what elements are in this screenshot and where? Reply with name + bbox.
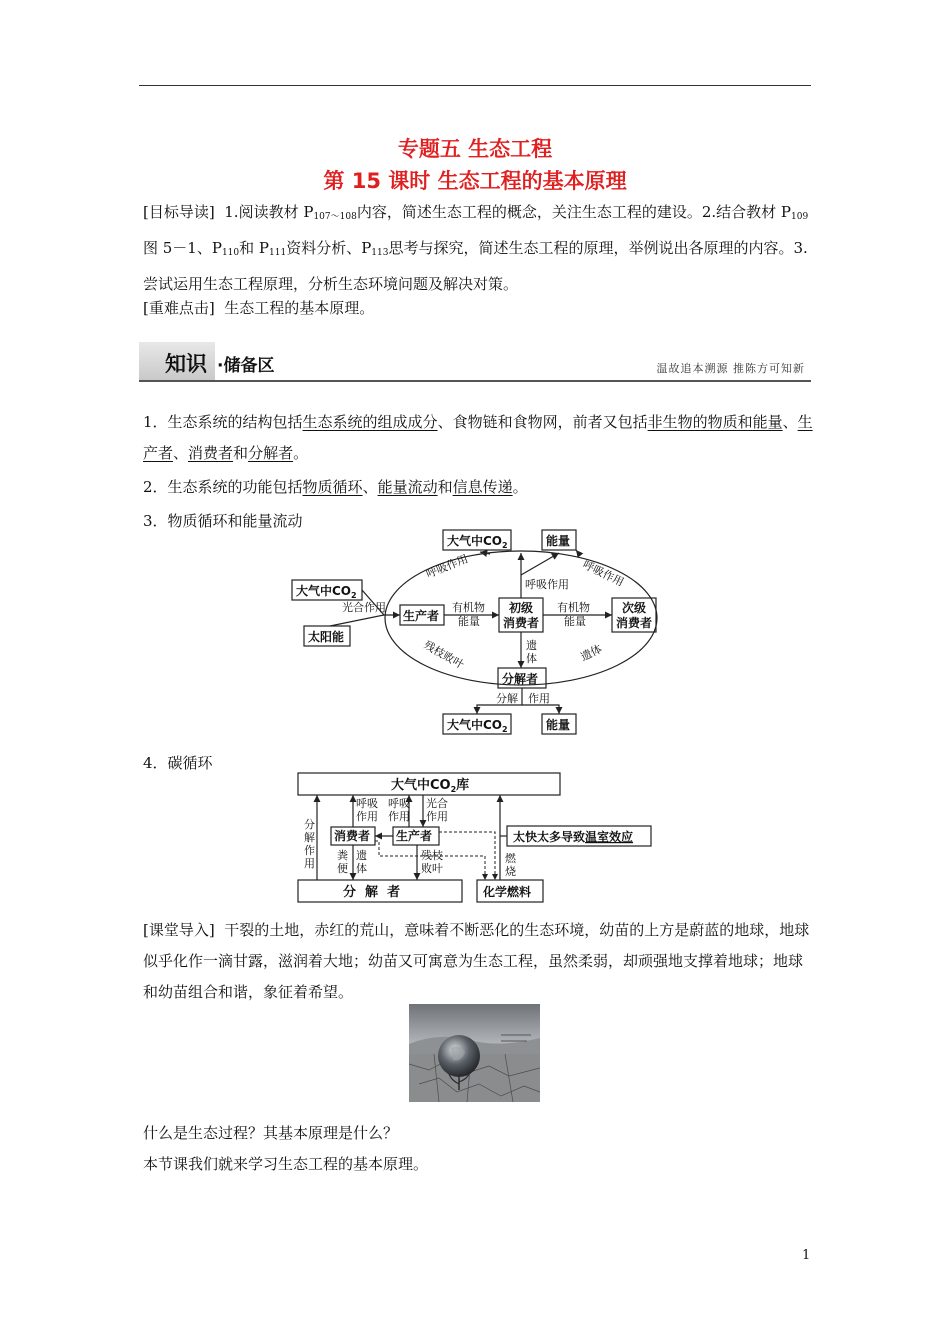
lesson-title: 第 15 课时 生态工程的基本原理	[323, 169, 627, 193]
svg-text:大气中CO2: 大气中$CO_2$	[296, 584, 357, 600]
question-2: 本节课我们就来学习生态工程的基本原理。	[143, 1155, 429, 1173]
section-header	[139, 342, 811, 382]
intro-paragraph: [课堂导入] 干裂的土地，赤红的荒山，意味着不断恶化的生态环境，幼苗的上方是蔚蓝的地球，地球似乎化作一滴甘露，滋润着大地；幼苗又可寓意为生态工程，虽然柔弱，却顽强地支撑着地球；地球和幼苗组合和谐，象征着希望。	[143, 921, 810, 1001]
svg-text:呼吸: 呼吸	[356, 797, 378, 810]
svg-text:初级: 初级	[509, 601, 534, 615]
line-primary-energy	[521, 553, 559, 575]
svg-text:有机物: 有机物	[557, 601, 590, 614]
svg-text:光合作用: 光合作用	[342, 601, 386, 614]
svg-text:作用: 作用	[356, 810, 378, 823]
svg-text:分: 分	[304, 818, 315, 831]
svg-text:呼吸: 呼吸	[388, 797, 410, 810]
item-4: 4．碳循环	[143, 754, 213, 772]
svg-text:遗体: 遗体	[578, 642, 605, 664]
svg-text:分解: 分解	[496, 692, 518, 705]
chapter-title: 专题五 生态工程	[397, 137, 553, 161]
carbon-cycle-diagram	[295, 770, 660, 905]
svg-text:太阳能: 太阳能	[308, 630, 345, 644]
svg-text:能量: 能量	[458, 615, 480, 628]
earth-seedling-picture	[409, 1004, 540, 1102]
svg-text:光合: 光合	[426, 797, 448, 810]
svg-text:能量: 能量	[564, 615, 586, 628]
svg-text:大气中CO2库: 大气中$CO_2$库	[391, 778, 470, 794]
svg-text:能量: 能量	[546, 534, 571, 548]
keypoint-label: [重难点击]	[143, 299, 215, 317]
top-rule	[139, 85, 811, 86]
svg-text:体: 体	[526, 652, 537, 665]
item-3: 3．物质循环和能量流动	[143, 512, 303, 530]
svg-text:呼吸作用: 呼吸作用	[424, 552, 470, 581]
svg-text:生产者: 生产者	[403, 609, 440, 623]
svg-text:遗: 遗	[356, 849, 367, 862]
svg-text:解: 解	[304, 831, 315, 844]
svg-text:生产者: 生产者	[396, 829, 433, 843]
svg-text:烧: 烧	[505, 865, 516, 878]
svg-text:大气中CO2: 大气中$CO_2$	[447, 718, 508, 734]
svg-text:分 解 者: 分 解 者	[343, 885, 401, 900]
svg-text:消费者: 消费者	[616, 616, 653, 630]
svg-text:能量: 能量	[546, 718, 571, 732]
keypoint-paragraph: [重难点击] 生态工程的基本原理。	[143, 299, 375, 317]
svg-text:粪: 粪	[337, 849, 348, 862]
svg-text:呼吸作用: 呼吸作用	[580, 558, 626, 589]
svg-text:遗: 遗	[526, 639, 537, 652]
material-energy-diagram	[280, 525, 670, 740]
svg-text:作用: 作用	[388, 810, 410, 823]
svg-text:作: 作	[304, 844, 315, 857]
svg-text:残枝: 残枝	[421, 849, 443, 862]
arrow-ellipse-energy	[576, 550, 580, 555]
svg-text:体: 体	[356, 862, 367, 875]
line-sun-to-join	[330, 615, 384, 626]
arrow-decomposer-energy	[522, 705, 559, 714]
svg-text:燃: 燃	[505, 852, 516, 865]
intro-label: [课堂导入]	[143, 921, 215, 939]
svg-text:败叶: 败叶	[421, 862, 443, 875]
svg-text:便: 便	[337, 862, 348, 875]
item-2: 2．生态系统的功能包括物质循环、能量流动和信息传递。	[143, 478, 528, 496]
objectives-label: [目标导读]	[143, 203, 215, 221]
svg-text:残枝败叶: 残枝败叶	[421, 638, 467, 672]
svg-text:大气中CO2: 大气中$CO_2$	[447, 534, 508, 550]
svg-text:次级: 次级	[622, 601, 647, 615]
svg-text:太快太多导致温室效应: 太快太多导致温室效应	[513, 830, 634, 844]
question-1: 什么是生态过程？其基本原理是什么？	[143, 1124, 399, 1142]
section-main-title: 知识	[165, 352, 207, 376]
svg-text:化学燃料: 化学燃料	[483, 885, 532, 899]
section-sub-title: ·储备区	[217, 356, 275, 376]
svg-text:用: 用	[304, 857, 315, 870]
svg-text:分解者: 分解者	[502, 672, 539, 686]
section-tagline: 温故追本溯源 推陈方可知新	[656, 362, 805, 375]
svg-text:呼吸作用: 呼吸作用	[525, 578, 569, 591]
item-1: 1．生态系统的结构包括生态系统的组成成分、食物链和食物网，前者又包括非生物的物质和能量、生产者、消费者和分解者。	[143, 413, 813, 462]
svg-text:作用: 作用	[528, 692, 550, 705]
svg-text:消费者: 消费者	[503, 616, 540, 630]
svg-text:作用: 作用	[426, 810, 448, 823]
svg-text:消费者: 消费者	[334, 829, 371, 843]
svg-text:有机物: 有机物	[452, 601, 485, 614]
page-number: 1	[802, 1248, 811, 1263]
objectives-paragraph: [目标导读] 1.阅读教材 $P_{107\sim 108}$内容，简述生态工程的概念，关注生态工程的建设。2.结合教材 $P_{109}$图 5－1、$P_{110}$和 $P_{111}$资料分析、$P_{113}$思考与探究，简述生态工程的原理，举例说出各原理的内容。3.尝试运用生态工程原理，分析生态环境问题及解决对策。	[143, 203, 809, 293]
